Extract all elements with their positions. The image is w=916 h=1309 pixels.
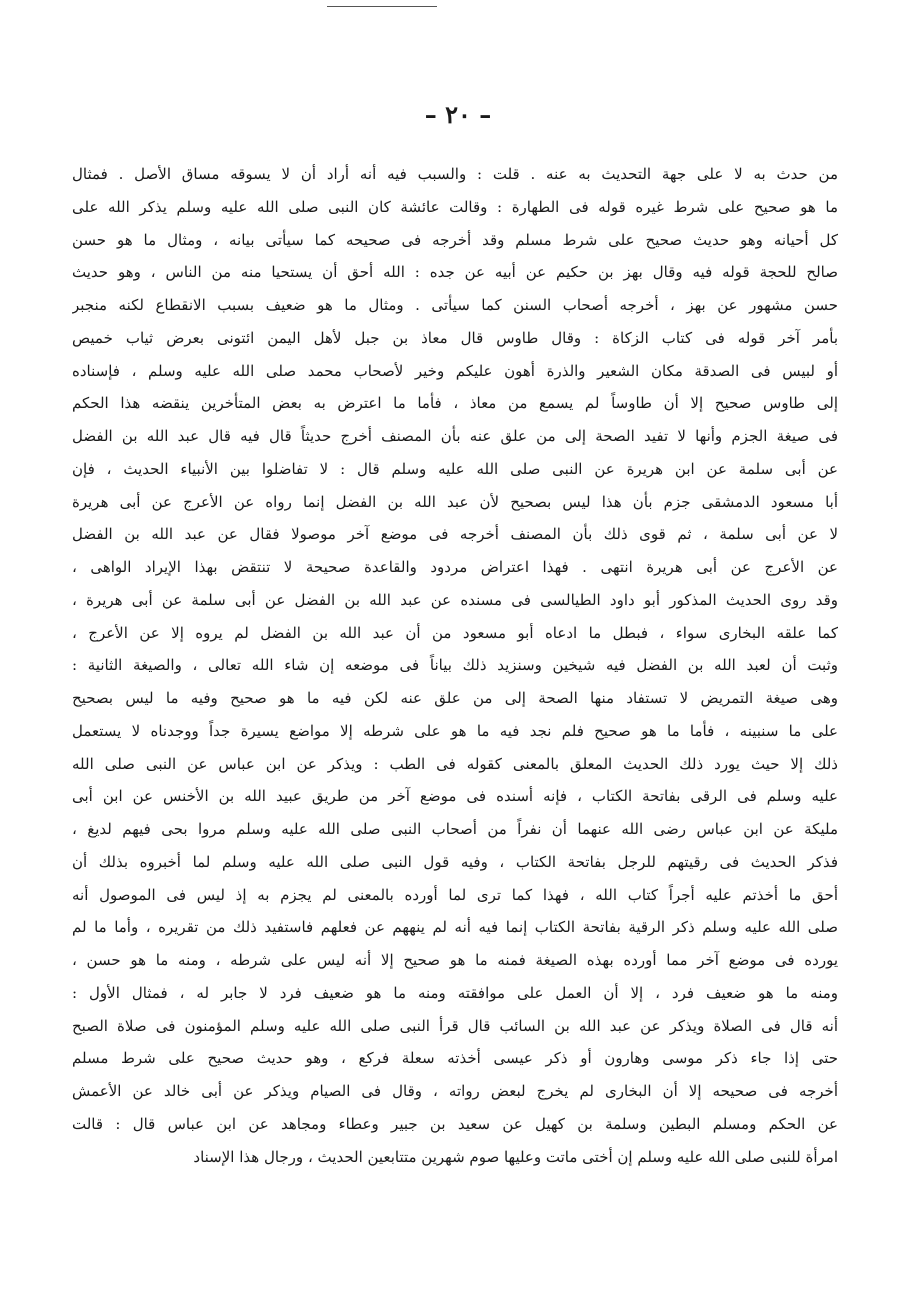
text-line: بأمر آخر قوله فى كتاب الزكاة : وقال طاوس قال معاذ بن جبل لأهل اليمن ائتونى بعرض ثياب خميص — [72, 328, 838, 347]
text-line: وهى صيغة التمريض لا تستفاد منها الصحة إلى من علق عنه لكن فيه ما هو صحيح وفيه ما ليس بصحيح — [72, 689, 838, 707]
text-line: ذلك إلا حيث يورد ذلك الحديث المعلق بالمعنى كقوله فى الطب : ويذكر عن ابن عباس عن النبى صلى الله — [72, 754, 838, 773]
text-line: وقد روى الحديث المذكور أبو داود الطيالسى فى مسنده عن عبد الله بن الفضل عن أبى سلمة عن أبى هريرة ، — [72, 590, 838, 609]
text-line: إلى طاوس صحيح إلا أن طاوساً لم يسمع من معاذ ، فأما ما اعترض به بعض المتأخرين ينقضه هذا الحكم — [72, 394, 838, 413]
text-line: أحق ما أخذتم عليه أجراً كتاب الله ، فهذا كما ترى لما أورده بالمعنى لم يجزم به إذ ليس فى الموصول أنه — [72, 885, 838, 904]
main-text — [72, 158, 838, 1173]
text-line: من حدث به لا على جهة التحديث به عنه . قلت : والسبب فيه أنه أراد أن لا يسوقه مساق الأصل . فمثال — [72, 165, 838, 183]
text-line: أنه قال فى الصلاة ويذكر عن عبد الله بن السائب قال قرأ النبى صلى الله عليه وسلم المؤمنون فى صلاة الصبح — [72, 1016, 838, 1035]
text-line: عن الحكم ومسلم البطين وسلمة بن كهيل عن سعيد بن جبير وعطاء ومجاهد عن ابن عباس قال : قالت — [72, 1114, 838, 1133]
page-number: – ٢٠ – — [424, 100, 492, 129]
text-line: أو لبيس فى الصدقة مكان الشعير والذرة أهون عليكم وخير لأصحاب محمد صلى الله عليه وسلم ، فإسناده — [72, 361, 838, 380]
text-line: مليكة عن ابن عباس رضى الله عنهما أن نفراً من أصحاب النبى صلى الله عليه وسلم مروا بحى فيهم لديغ ، — [72, 820, 838, 838]
text-line: امرأة للنبى صلى الله عليه وسلم إن أختى ماتت وعليها صوم شهرين متتابعين الحديث ، ورجال هذا الإسناد — [193, 1147, 838, 1166]
text-line: كما علقه البخارى سواء ، فبطل ما ادعاه أبو مسعود من أن عبد الله بن الفضل لم يروه إلا عن الأعرج ، — [72, 623, 838, 642]
text-line: صالح للحجة قوله فيه وقال بهز بن حكيم عن أبيه عن جده : الله أحق أن يستحيا منه من الناس ، وهو حديث — [72, 263, 838, 282]
text-line: أخرجه فى صحيحه إلا أن البخارى لم يخرج لبعض رواته ، وقال فى الصيام ويذكر عن أبى خالد عن الأعمش — [72, 1082, 838, 1100]
text-line: حتى إذا جاء ذكر موسى وهارون أو ذكر عيسى أخذته سعلة فركع ، وهو حديث صحيح على شرط مسلم — [72, 1049, 838, 1068]
text-line: فى صيغة الجزم وأنها لا تفيد الصحة إلى من علق عنه بأن المصنف أخرج حديثاً قال فيه قال عبد الله بن الفضل — [72, 427, 838, 445]
text-line: يورده فى موضع آخر مما أورده بهذه الصيغة فمنه ما هو صحيح إلا أنه ليس على شرطه ، ومنه ما هو حسن ، — [72, 951, 838, 969]
text-line: ومنه ما هو ضعيف فرد ، إلا أن العمل على موافقته ومنه ما هو ضعيف فرد لا جابر له ، فمثال الأول : — [72, 983, 838, 1002]
text-line: عن أبى سلمة عن ابن هريرة عن النبى صلى الله عليه وسلم قال : لا تفاضلوا بين الأنبياء الحديث ، فإن — [72, 459, 838, 478]
text-line: عن الأعرج عن أبى هريرة انتهى . فهذا اعتراض مردود والقاعدة صحيحة لا تنتقض بهذا الإيراد الواهى ، — [72, 558, 838, 576]
text-line: لا عن أبى سلمة ، ثم قوى ذلك بأن المصنف أخرجه فى موضع آخر موصولا فقال عن عبد الله بن الفضل — [72, 525, 838, 544]
top-rule — [327, 6, 437, 7]
text-line: صلى الله عليه وسلم ذكر الرقية بفاتحة الكتاب إنما فيه أنه لم ينههم عن فعلهم فاستفيد ذلك من تقريره ، وأما ما لم — [72, 918, 838, 937]
text-line: ما هو صحيح على شرط غيره قوله فى الطهارة : وقالت عائشة كان النبى صلى الله عليه وسلم يذكر الله على — [72, 197, 838, 216]
text-line: أبا مسعود الدمشقى جزم بأن هذا ليس بصحيح لأن عبد الله بن الفضل إنما رواه عن الأعرج عن أبى هريرة — [72, 492, 838, 511]
text-line: على ما سنبينه ، فأما ما هو صحيح فلم نجد فيه ما هو على شرطه إلا مواضع يسيرة جداً ووجدناه لا يستعمل — [72, 721, 838, 740]
text-line: عليه وسلم فى الرقى بفاتحة الكتاب ، فإنه أسنده فى موضع آخر من طريق عبيد الله بن الأخنس عن ابن أبى — [72, 787, 838, 806]
text-line: فذكر الحديث فى رقيتهم للرجل بفاتحة الكتاب ، وفيه قول النبى صلى الله عليه وسلم لما أخبروه بذلك أن — [72, 852, 838, 871]
text-line: كل أحيانه وهو حديث صحيح على شرط مسلم وقد أخرجه فى صحيحه كما سيأتى بيانه ، ومثال ما هو حسن — [72, 230, 838, 249]
text-line: حسن مشهور عن بهز ، أخرجه أصحاب السنن كما سيأتى . ومثال ما هو ضعيف بسبب الانقطاع لكنه منجبر — [72, 296, 838, 314]
text-line: وثبت أن لعبد الله بن الفضل فيه شيخين وسنزيد ذلك بياناً فى موضعه إن شاء الله تعالى ، والصيغة الثانية : — [72, 656, 838, 675]
